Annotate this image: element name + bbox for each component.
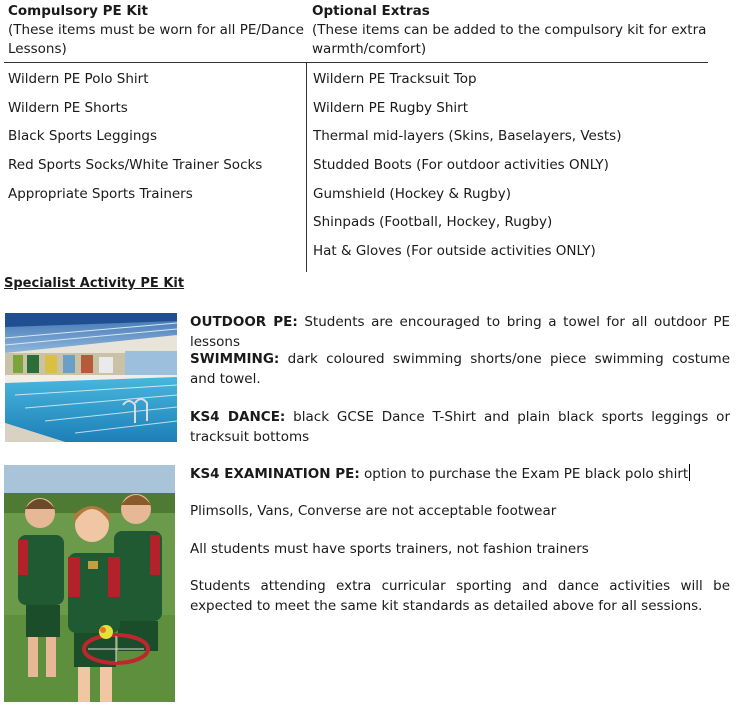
compulsory-note: (These items must be worn for all PE/Dance Lessons) [8, 22, 304, 57]
compulsory-list [8, 63, 306, 212]
compulsory-column [4, 63, 306, 272]
list-item: Wildern PE Tracksuit Top [313, 71, 477, 87]
ks4-dance-label: KS4 DANCE: [190, 409, 286, 425]
compulsory-title: Compulsory PE Kit [8, 3, 148, 19]
ks4-dance-note [190, 407, 730, 447]
list-item: Hat & Gloves (For outside activities ONLY) [313, 243, 596, 260]
ks4-exam-text: option to purchase the Exam PE black polo shirt [359, 466, 689, 482]
list-item: Wildern PE Polo Shirt [8, 71, 149, 87]
optional-header [306, 2, 708, 62]
list-item: Shinpads (Football, Hockey, Rugby) [313, 214, 553, 231]
optional-column [306, 63, 708, 272]
ks4-dance-text: black GCSE Dance T-Shirt and plain black sports leggings or tracksuit bottoms [190, 409, 730, 445]
compulsory-header [4, 2, 306, 62]
kit-table-header [4, 2, 708, 63]
trainers-note: All students must have sports trainers, not fashion trainers [190, 541, 589, 557]
list-item: Gumshield (Hockey & Rugby) [313, 185, 511, 202]
ks4-exam-note[interactable] [190, 464, 730, 484]
kit-table [4, 2, 708, 272]
outdoor-pe-text: Students are encouraged to bring a towel for all outdoor PE lessons [190, 314, 730, 350]
optional-note: (These items can be added to the compulsory kit for extra warmth/comfort) [312, 22, 707, 57]
list-item: Black Sports Leggings [8, 128, 158, 145]
footwear-note: Plimsolls, Vans, Converse are not acceptable footwear [190, 503, 557, 519]
students-kit-image [4, 465, 175, 702]
swimming-note [190, 349, 730, 389]
list-item: Appropriate Sports Trainers [8, 185, 193, 202]
swimming-pool-image [5, 313, 177, 442]
ks4-exam-label: KS4 EXAMINATION PE: [190, 466, 360, 482]
optional-title: Optional Extras [312, 3, 430, 19]
extracurricular-note: Students attending extra curricular sporting and dance activities will be expected to meet the same kit standards as detailed above for all sessions. [190, 578, 730, 614]
list-item: Wildern PE Shorts [8, 99, 128, 116]
swimming-label: SWIMMING: [190, 351, 280, 367]
kit-table-body [4, 63, 708, 272]
list-item: Studded Boots (For outdoor activities ONLY) [313, 157, 609, 174]
optional-list [313, 63, 708, 270]
specialist-title: Specialist Activity PE Kit [4, 276, 185, 291]
list-item: Thermal mid-layers (Skins, Baselayers, Vests) [313, 128, 622, 145]
text-cursor [689, 464, 690, 481]
swimming-text: dark coloured swimming shorts/one piece swimming costume and towel. [190, 351, 730, 387]
outdoor-pe-note [190, 312, 730, 352]
list-item: Red Sports Socks/White Trainer Socks [8, 157, 263, 174]
list-item: Wildern PE Rugby Shirt [313, 99, 469, 116]
outdoor-pe-label: OUTDOOR PE: [190, 314, 298, 330]
